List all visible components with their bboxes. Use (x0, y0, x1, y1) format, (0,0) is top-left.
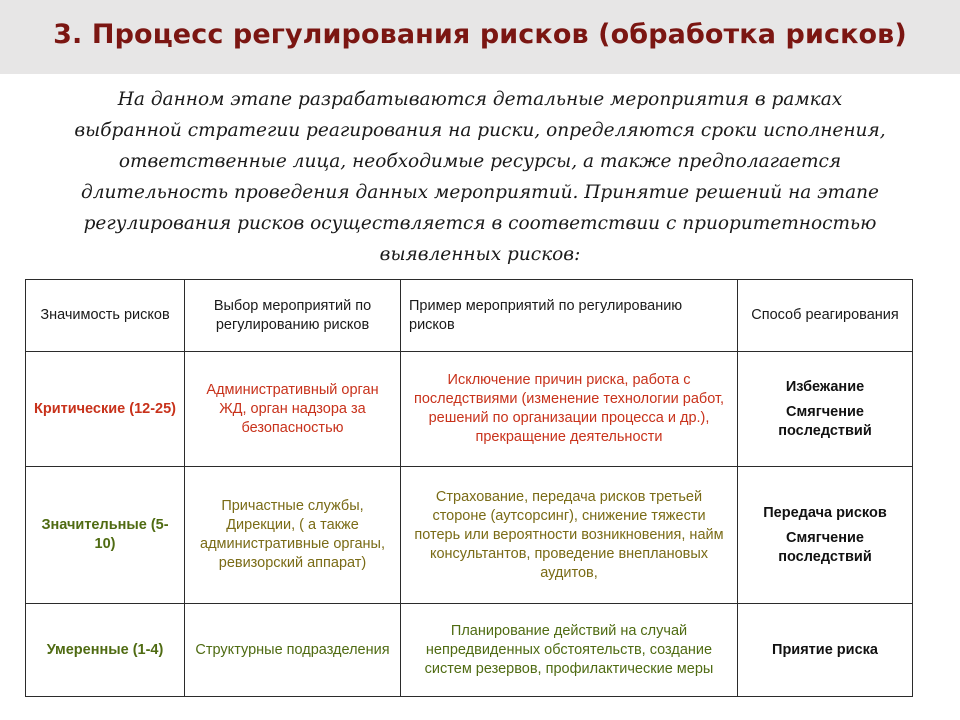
response-acceptance: Приятие риска (738, 604, 913, 697)
response-transfer: Передача рисков (763, 504, 887, 521)
table-row (26, 604, 913, 697)
table-row (26, 467, 913, 604)
examples-significant: Страхование, передача рисков третьей стороне (аутсорсинг), снижение тяжести потерь или вероятности возникновения, найм консультантов, проведение внеплановых аудитов, (401, 467, 738, 604)
header-significance: Значимость рисков (26, 280, 185, 352)
header-measures-choice: Выбор мероприятий по регулированию рисков (185, 280, 401, 352)
intro-line: выявленных рисков: (379, 244, 581, 265)
header-measures-example: Пример мероприятий по регулированию рисков (401, 280, 738, 352)
risk-regulation-table (25, 279, 913, 697)
examples-critical: Исключение причин риска, работа с последствиями (изменение технологии работ, решений по организации процесса и др.), прекращение деятельности (401, 352, 738, 467)
significance-significant: Значительные (5-10) (26, 467, 185, 604)
response-critical (738, 352, 913, 467)
intro-paragraph (40, 84, 920, 270)
response-mitigation: Смягчение последствий (778, 403, 872, 439)
significance-critical: Критические (12-25) (26, 352, 185, 467)
table-row (26, 352, 913, 467)
bodies-moderate: Структурные подразделения (185, 604, 401, 697)
bodies-critical: Административный орган ЖД, орган надзора за безопасностью (185, 352, 401, 467)
intro-line: регулирования рисков осуществляется в соответствии с приоритетностью (83, 213, 877, 234)
bodies-significant: Причастные службы, Дирекции, ( а также административные органы, ревизорский аппарат) (185, 467, 401, 604)
response-avoidance: Избежание (785, 378, 865, 395)
slide-title: 3. Процесс регулирования рисков (обработка рисков) (53, 19, 907, 50)
intro-line: выбранной стратегии реагирования на риски, определяются сроки исполнения, (74, 120, 886, 141)
header-response-method: Способ реагирования (738, 280, 913, 352)
response-mitigation: Смягчение последствий (778, 529, 872, 565)
significance-moderate: Умеренные (1-4) (26, 604, 185, 697)
intro-line: длительность проведения данных мероприятий. Принятие решений на этапе (81, 182, 879, 203)
table-header-row (26, 280, 913, 352)
response-significant (738, 467, 913, 604)
examples-moderate: Планирование действий на случай непредвиденных обстоятельств, создание систем резервов, профилактические меры (401, 604, 738, 697)
intro-line: ответственные лица, необходимые ресурсы, а также предполагается (118, 151, 842, 172)
intro-line: На данном этапе разрабатываются детальные мероприятия в рамках (117, 89, 843, 110)
